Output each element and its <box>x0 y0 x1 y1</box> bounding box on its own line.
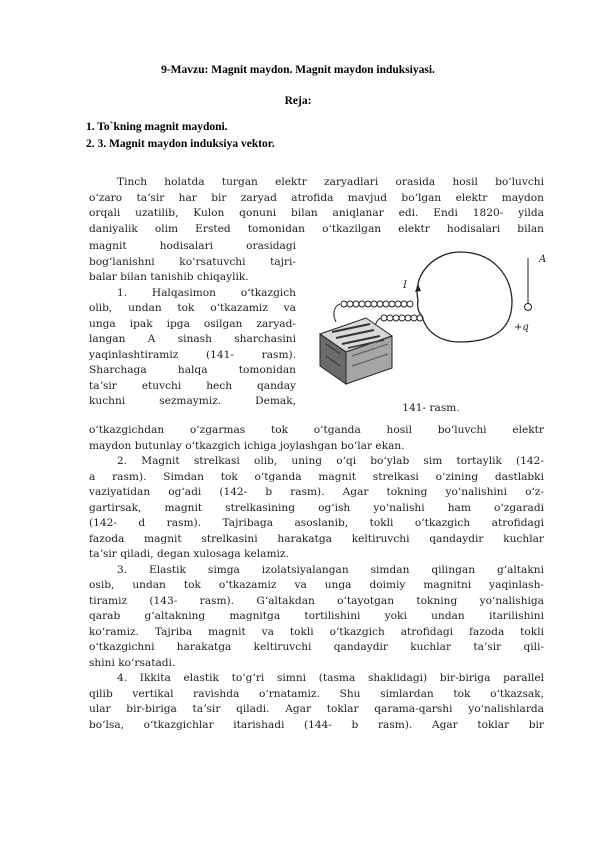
side-line: bogʻlanishni koʻrsatuvchi tajri- <box>89 255 296 268</box>
side-line: unga ipak ipga osilgan zaryad- <box>89 317 296 330</box>
main-line: 2. Magnit strelkasi olib, uning oʻqi boʻylab sim tortaylik (142- <box>117 455 544 467</box>
main-line: oʻtkazgichni harakatga keltiruvchi qandaydir kuchlar taʼsir qili- <box>89 641 544 653</box>
main-line: fazoda magnit strelkasini harakatga keltiruvchi qandaydir kuchlar <box>89 532 544 545</box>
ring-conductor <box>417 252 512 342</box>
intro-line: orqali uzatilib, Kulon qonuni bilan aniqlanar edi. Endi 1820- yilda <box>89 207 544 219</box>
main-line: qarab gʻaltakning magnitga tortilishini yoki undan itarilishini <box>89 610 544 622</box>
ball-label: A <box>539 254 547 265</box>
current-arrow-icon <box>415 284 421 292</box>
intro-line: Tinch holatda turgan elektr zaryadlari orasida hosil boʻluvchi <box>117 176 544 188</box>
intro-line: daniyalik olim Ersted tomonidan oʻtkazilgan elektr hodisalari bilan <box>89 222 544 235</box>
main-line: tiramiz (143- rasm). Gʻaltakdan oʻtayotgan tokning yoʻnalishiga <box>89 594 544 607</box>
main-line: shini koʻrsatadi. <box>89 656 176 669</box>
side-line: balar bilan tanishib chiqaylik. <box>89 271 249 283</box>
main-line: qilib vertikal ravishda oʻrnatamiz. Shu simlardan tok oʻtkazsak, <box>89 687 544 700</box>
main-line: boʻlsa, oʻtkazgichlar itarishadi (144- b rasm). Agar toklar bir <box>89 718 544 731</box>
main-line: ular bir-biriga taʼsir qiladi. Agar toklar qarama-qarshi yoʻnalishlarda <box>89 703 544 715</box>
test-ball <box>525 304 532 311</box>
page-title: 9-Mavzu: Magnit maydon. Magnit maydon induksiyasi. <box>161 64 435 76</box>
battery-box <box>320 318 392 384</box>
main-line: oʻtkazgichdan oʻzgarmas tok oʻtganda hosil boʻluvchi elektr <box>89 424 544 436</box>
current-label: I <box>403 280 407 291</box>
side-line: kuchni sezmaymiz. Demak, <box>89 395 296 407</box>
side-line: Sharchaga halqa tomonidan <box>89 364 296 376</box>
side-line: yaqinlashtiramiz (141- rasm). <box>89 348 296 361</box>
plan-item-2: 2. 3. Magnit maydon induksiya vektor. <box>86 138 275 150</box>
side-line: taʼsir etuvchi hech qanday <box>89 379 296 392</box>
figure-caption: 141- rasm. <box>402 402 460 414</box>
main-line: a rasm). Simdan tok oʻtganda magnit strelkasi oʻzining dastlabki <box>89 470 544 483</box>
main-line: vaziyatidan ogʻadi (142- b rasm). Agar tokning yoʻnalishini oʻz- <box>89 486 544 498</box>
ring-conductor-figure <box>300 244 554 424</box>
side-line: langan A sinash sharchasini <box>89 333 296 345</box>
side-line: 1. Halqasimon oʻtkazgich <box>117 286 296 299</box>
charge-label: +q <box>514 322 529 333</box>
main-line: koʻramiz. Tajriba magnit va tokli oʻtkazgich atrofidagi fazoda tokli <box>89 625 544 638</box>
intro-line: oʻzaro taʼsir har bir zaryad atrofida mavjud boʻlgan elektr maydon <box>89 191 544 204</box>
plan-heading: Reja: <box>284 95 312 107</box>
main-line: 3. Elastik simga izolatsiyalangan simdan qilingan gʻaltakni <box>117 563 544 576</box>
main-line: osib, undan tok oʻtkazamiz va unga doimiy magnitni yaqinlash- <box>89 579 544 591</box>
coil-wire-lower <box>381 315 423 321</box>
main-line: maydon butunlay oʻtkazgich ichiga joylashgan boʻlar ekan. <box>89 439 405 452</box>
side-line: magnit hodisalari orasidagi <box>89 240 296 252</box>
side-line: olib, undan tok oʻtkazamiz va <box>89 302 296 314</box>
main-line: gartirsak, magnit strelkasining ogʻish yoʻnalishi ham oʻzgaradi <box>89 501 544 514</box>
main-line: (142- d rasm). Tajribaga asoslanib, tokli oʻtkazgich atrofidagi <box>89 517 544 529</box>
plan-item-1: 1. To`kning magnit maydoni. <box>86 121 228 133</box>
coil-wire-left <box>341 301 413 307</box>
main-line: taʼsir qiladi, degan xulosaga kelamiz. <box>89 548 289 560</box>
main-line: 4. Ikkita elastik toʻgʻri simni (tasma shaklidagi) bir-biriga parallel <box>117 672 544 684</box>
